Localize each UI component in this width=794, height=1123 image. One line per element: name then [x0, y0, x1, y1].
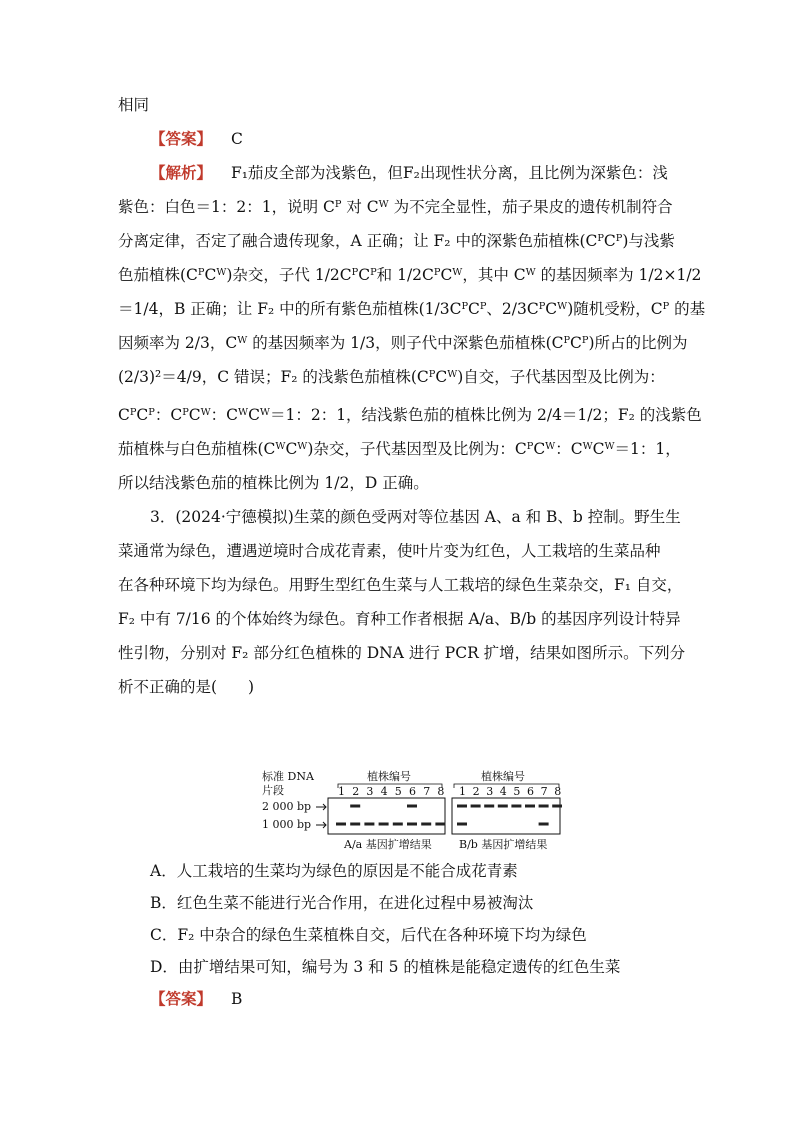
gel-band [511, 805, 521, 808]
analysis-line: 分离定律，否定了融合遗传现象，A 正确；让 F₂ 中的深紫色茄植株(CᴾCᴾ)与浅紫 [118, 232, 675, 250]
pcr-gel-figure [262, 770, 562, 852]
analysis-line: 茄植株与白色茄植株(CᵂCᵂ)杂交，子代基因型及比例为：CᴾCᵂ：CᵂCᵂ＝1：1， [118, 440, 681, 458]
question-line: 在各种环境下均为绿色。用野生型红色生菜与人工栽培的绿色生菜杂交，F₁ 自交， [118, 576, 683, 594]
question-line: 性引物，分别对 F₂ 部分红色植株的 DNA 进行 PCR 扩增，结果如图所示。下列分 [118, 644, 686, 662]
gel-band [498, 805, 508, 808]
gel-a-frame [328, 798, 445, 834]
lane-number: 7 [540, 785, 548, 798]
lane-number: 3 [366, 785, 374, 798]
gel-band [336, 823, 346, 826]
analysis-line: CᴾCᴾ：CᴾCᵂ：CᵂCᵂ＝1：2：1，结浅紫色茄的植株比例为 2/4＝1/2；F₂ 的浅紫色 [118, 406, 702, 424]
analysis-line: ＝1/4，B 正确；让 F₂ 中的所有紫色茄植株(1/3CᴾCᴾ、2/3CᴾCᵂ)随机受粉，Cᴾ 的基 [118, 300, 706, 318]
gel-band [350, 805, 360, 808]
gel-band [471, 805, 481, 808]
gel-b-bands [457, 805, 562, 826]
question-answer [150, 988, 242, 1010]
question-line: 3．(2024·宁德模拟)生菜的颜色受两对等位基因 A、a 和 B、b 控制。野生生 [150, 508, 681, 526]
gel-b-frame [452, 798, 560, 834]
arrow-icon [316, 822, 326, 828]
analysis-first-line [150, 162, 668, 184]
marker-2000-label: 2 000 bp [262, 800, 312, 813]
option-d: D．由扩增结果可知，编号为 3 和 5 的植株是能稳定遗传的红色生菜 [150, 958, 621, 976]
answer-value: C [230, 130, 243, 148]
analysis-line: 色茄植株(CᴾCᵂ)杂交，子代 1/2CᴾCᴾ和 1/2CᴾCᵂ，其中 Cᵂ 的基因频率为 1/2×1/2 [118, 266, 702, 284]
std-dna-label-2: 片段 [262, 784, 284, 797]
option-b: B．红色生菜不能进行光合作用，在进化过程中易被淘汰 [150, 894, 534, 912]
gel-band [457, 823, 467, 826]
lane-number: 8 [554, 785, 562, 798]
lane-numbers-a [338, 785, 444, 798]
gel-band [484, 805, 494, 808]
answer-label: 【答案】 [150, 990, 213, 1008]
answer-label: 【答案】 [150, 130, 213, 148]
analysis-line: (2/3)²＝4/9，C 错误；F₂ 的浅紫色茄植株(CᴾCᵂ)自交，子代基因型及比例为： [118, 368, 665, 386]
gel-band [539, 805, 549, 808]
analysis-label: 【解析】 [150, 164, 213, 182]
std-dna-label: 标准 DNA [262, 770, 314, 783]
gel-band [379, 823, 389, 826]
gel-band [407, 805, 417, 808]
lane-number: 1 [338, 785, 345, 798]
gel-band [421, 823, 431, 826]
prev-text-tail: 相同 [118, 96, 150, 114]
group-a-caption: A/a 基因扩增结果 [344, 838, 432, 851]
analysis-line: 所以结浅紫色茄的植株比例为 1/2，D 正确。 [118, 474, 429, 492]
lane-number: 3 [486, 785, 494, 798]
group-b-header: 植株编号 [481, 770, 525, 783]
group-b-caption: B/b 基因扩增结果 [459, 838, 548, 851]
lane-number: 2 [352, 785, 360, 798]
arrow-icon [316, 804, 326, 810]
lane-number: 4 [380, 785, 388, 798]
gel-svg [262, 770, 562, 852]
lane-number: 5 [513, 785, 521, 798]
answer-value: B [230, 990, 243, 1008]
marker-1000-label: 1 000 bp [262, 818, 312, 831]
lane-number: 2 [472, 785, 480, 798]
gel-band [350, 823, 360, 826]
lane-number: 4 [499, 785, 507, 798]
gel-a-bands [336, 805, 445, 826]
lane-number: 8 [437, 785, 445, 798]
question-line: 析不正确的是( ) [118, 678, 255, 696]
option-a: A．人工栽培的生菜均为绿色的原因是不能合成花青素 [150, 862, 518, 880]
question-line: F₂ 中有 7/16 的个体始终为绿色。育种工作者根据 A/a、B/b 的基因序列设计特异 [118, 610, 681, 628]
analysis-line: F₁茄皮全部为浅紫色，但F₂出现性状分离，且比例为深紫色：浅 [230, 164, 668, 182]
analysis-line: 紫色：白色＝1：2：1，说明 Cᴾ 对 Cᵂ 为不完全显性，茄子果皮的遗传机制符合 [118, 198, 673, 216]
prev-answer [150, 128, 243, 150]
lane-number: 7 [423, 785, 431, 798]
gel-band [457, 805, 467, 808]
group-a-header: 植株编号 [367, 770, 411, 783]
analysis-line: 因频率为 2/3，Cᵂ 的基因频率为 1/3，则子代中深紫色茄植株(CᴾCᴾ)所占的比例为 [118, 334, 688, 352]
gel-band [435, 823, 445, 826]
question-line: 菜通常为绿色，遭遇逆境时合成花青素，使叶片变为红色，人工栽培的生菜品种 [118, 542, 661, 560]
option-c: C．F₂ 中杂合的绿色生菜植株自交，后代在各种环境下均为绿色 [150, 926, 587, 944]
lane-numbers-b [459, 785, 561, 798]
lane-number: 6 [409, 785, 416, 798]
lane-number: 1 [459, 785, 466, 798]
gel-band [393, 823, 403, 826]
gel-band [539, 823, 549, 826]
gel-band [525, 805, 535, 808]
lane-number: 5 [394, 785, 402, 798]
lane-number: 6 [527, 785, 534, 798]
gel-band [552, 805, 562, 808]
gel-band [407, 823, 417, 826]
gel-band [364, 823, 374, 826]
